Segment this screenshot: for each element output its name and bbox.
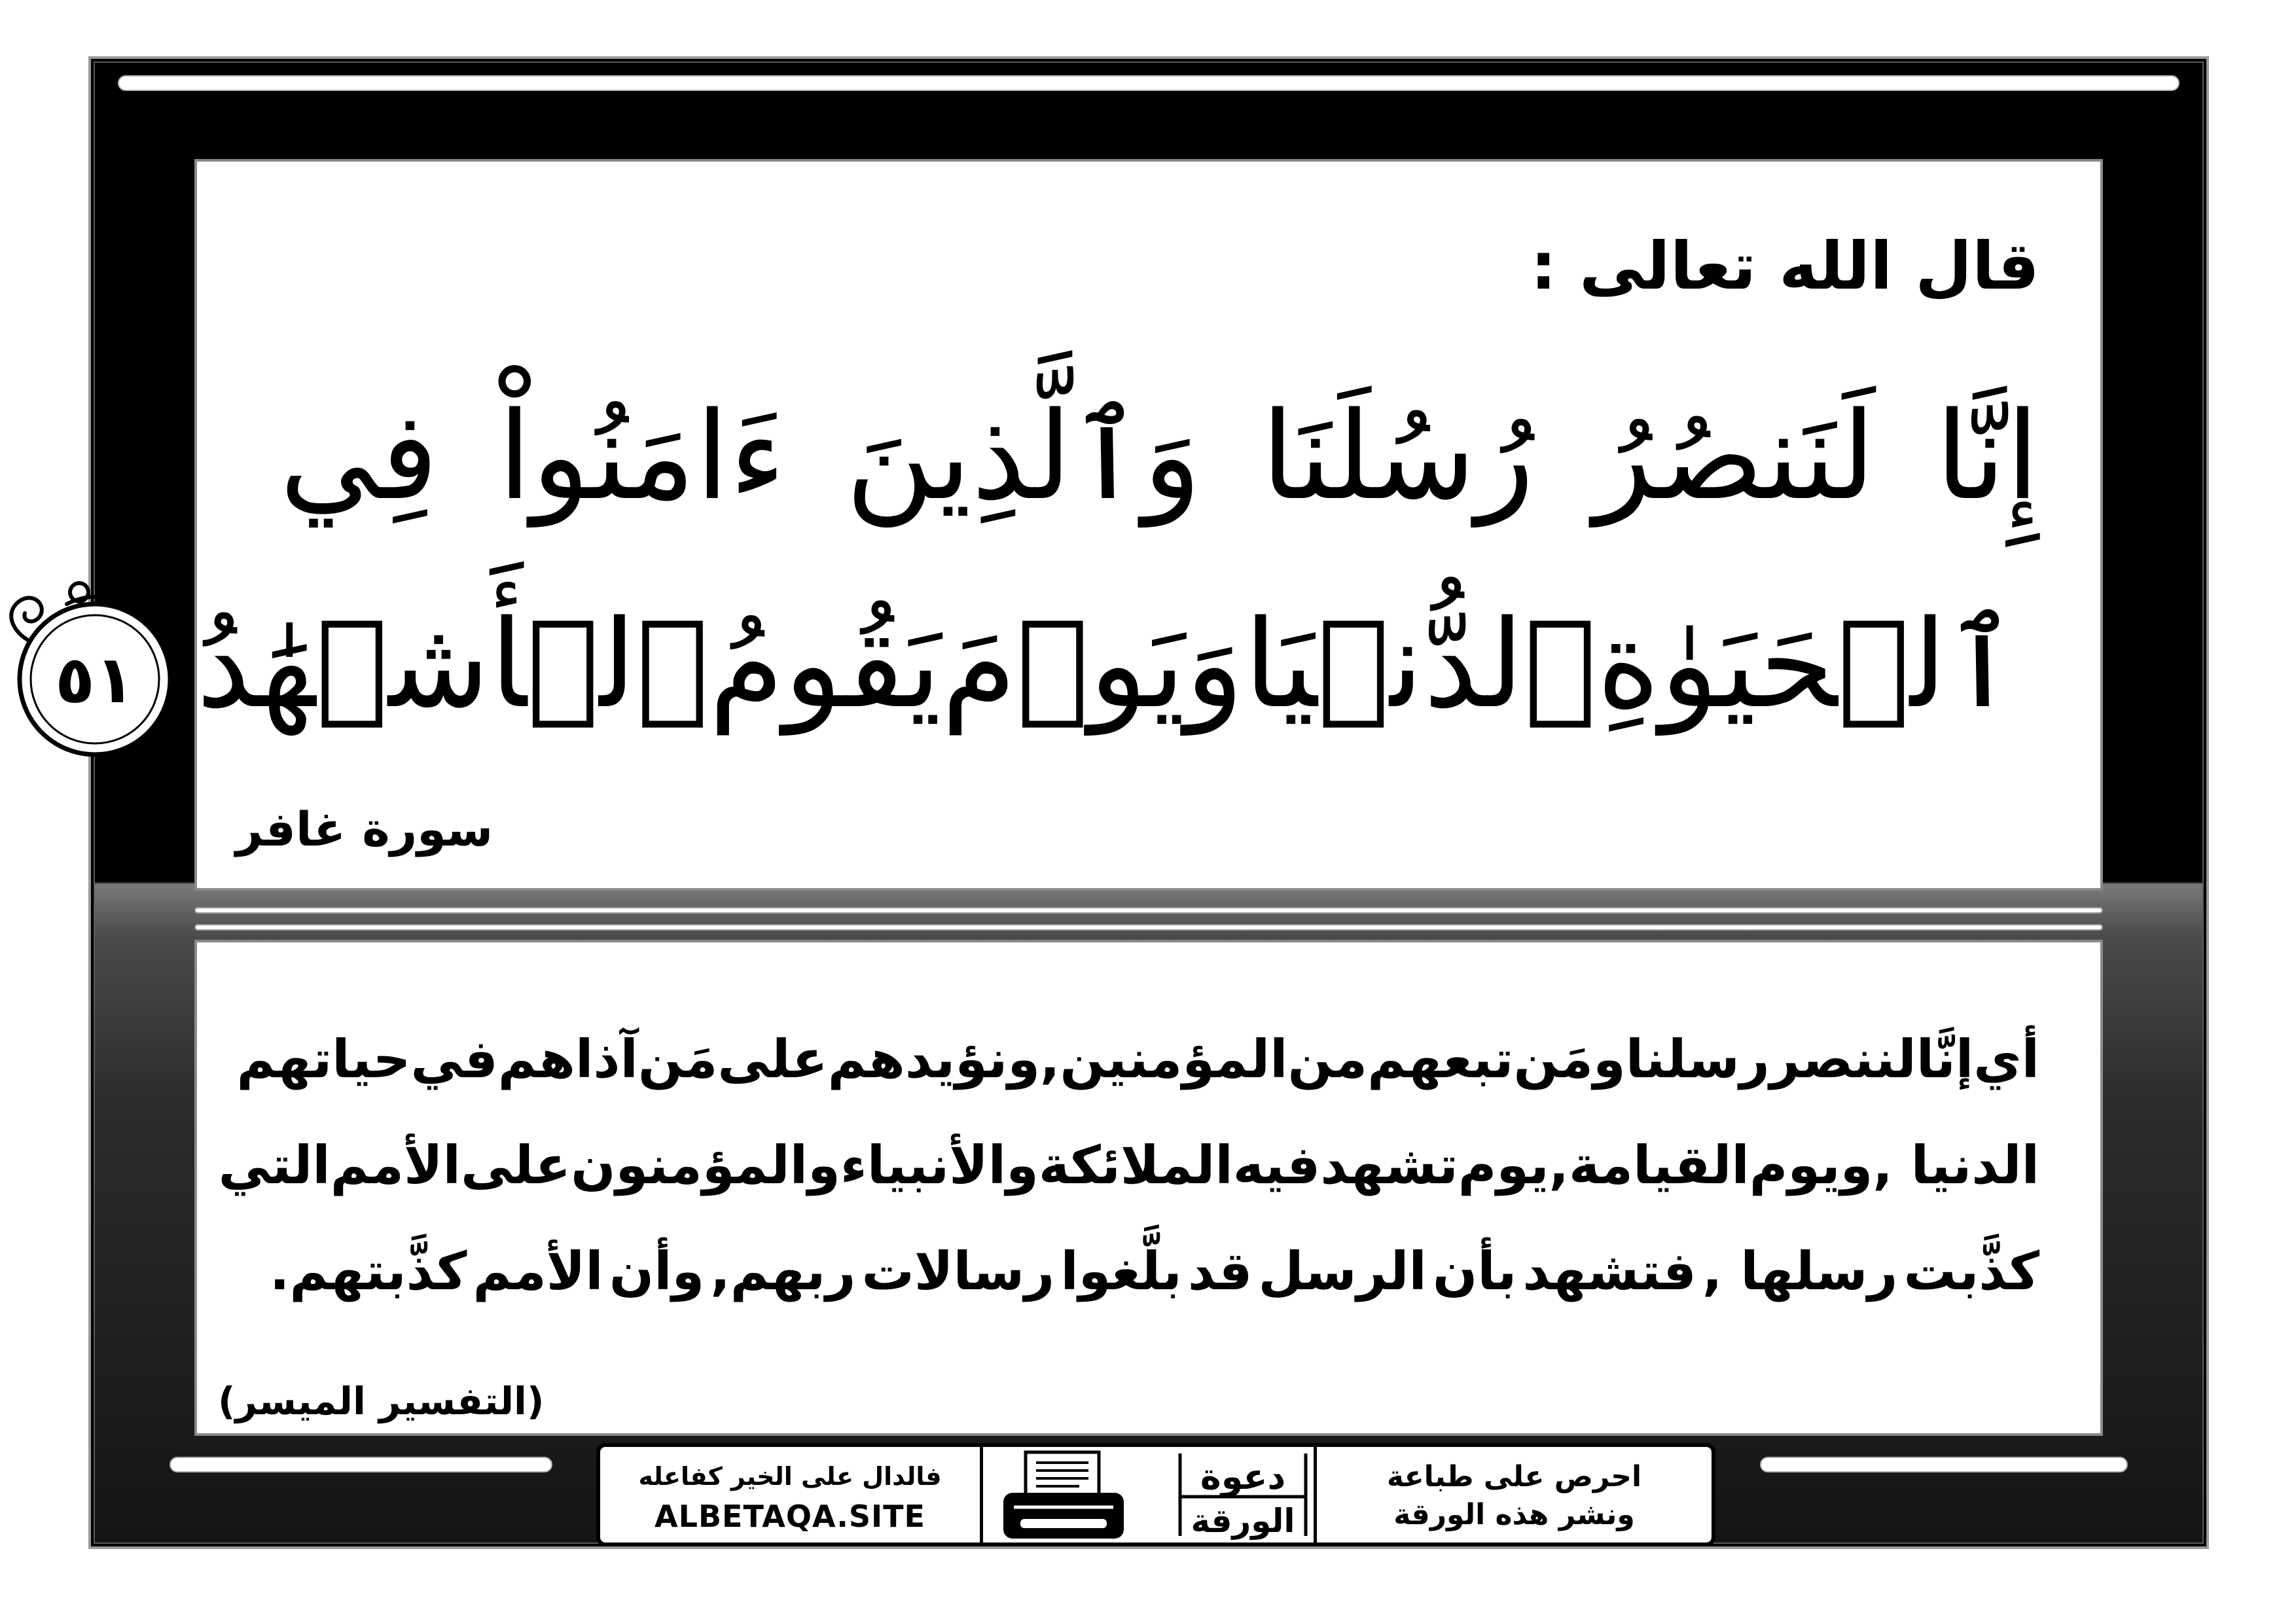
tafsir-word: والأنبياء — [840, 1135, 1039, 1196]
tafsir-word: آذاهم — [497, 1029, 638, 1090]
tafsir-word: الأمم — [473, 1241, 603, 1302]
tafsir-word: كذَّبتهم. — [270, 1241, 467, 1302]
tafsir-word: من — [1287, 1029, 1368, 1090]
verse-word: وَٱلَّذِينَ — [845, 385, 1202, 527]
verse-word: ٱلۡأَشۡهَٰدُ — [196, 594, 709, 735]
tafsir-word: الرسل — [1258, 1241, 1427, 1302]
verse-word: ٱلدُّنۡيَا — [1244, 594, 1597, 735]
tafsir-word: القيامة, — [1549, 1135, 1749, 1196]
tafsir-word: ويوم — [1749, 1135, 1873, 1196]
tafsir-word: والمؤمنون — [571, 1135, 840, 1196]
tafsir-word: بلَّغوا — [1060, 1241, 1182, 1302]
tafsir-word: بأن — [1432, 1241, 1517, 1302]
verse-word: ءَامَنُواْ — [497, 385, 786, 527]
separator-line-upper — [194, 907, 2103, 914]
verse-word: وَيَوۡمَ — [941, 594, 1244, 735]
tafsir-word: فتشهد — [1522, 1241, 1696, 1302]
tafsir-word: رسلنا — [1625, 1029, 1770, 1090]
logo-text-top: دعوة — [1200, 1456, 1286, 1497]
separator-line-lower — [194, 924, 2103, 931]
verse-word: ٱلۡحَيَوٰةِ — [1596, 594, 2018, 735]
tafsir-word: رسلها , — [1702, 1241, 1898, 1302]
tafsir-word: في — [410, 1029, 498, 1090]
tafsir-word: لننصر — [1769, 1029, 1916, 1090]
website-label: ALBETAQA.SITE — [655, 1499, 925, 1534]
verse-word: رُسُلَنَا — [1261, 385, 1535, 527]
tafsir-word: على — [460, 1135, 571, 1196]
tafsir-line-1 — [236, 1007, 2039, 1113]
tafsir-source: (التفسير الميسر) — [218, 1379, 545, 1423]
verse-line-1 — [279, 358, 2039, 554]
tafsir-word: كذَّبت — [1903, 1241, 2039, 1302]
footer-saying: فالدال على الخير كفاعله — [638, 1462, 942, 1491]
tafsir-word: يوم — [1458, 1135, 1549, 1196]
tafsir-word: ونؤيدهم — [827, 1029, 1041, 1090]
tafsir-word: فيه — [1232, 1135, 1321, 1196]
bottom-bar-right — [1760, 1457, 2128, 1472]
tafsir-word: أي — [1973, 1029, 2039, 1090]
printer-tray — [1020, 1519, 1107, 1528]
footer-divider-left — [980, 1447, 983, 1543]
top-decorative-bar — [118, 75, 2179, 91]
verse-word: لَنَنصُرُ — [1594, 385, 1876, 527]
printer-body — [1003, 1493, 1124, 1539]
ayah-number-ornament — [0, 571, 196, 758]
tafsir-word: إنَّا — [1916, 1029, 1974, 1090]
tafsir-word: تبعهم — [1367, 1029, 1514, 1090]
footer-box — [596, 1443, 1715, 1546]
surah-name: سورة غافر — [236, 802, 493, 857]
verse-word: إِنَّا — [1935, 385, 2039, 527]
bottom-bar-left — [170, 1457, 552, 1472]
printer-icon — [1001, 1448, 1126, 1541]
ayah-number: ٥١ — [54, 641, 135, 718]
tafsir-word: وأن — [609, 1241, 705, 1302]
verse-word: يَقُومُ — [709, 594, 942, 735]
tafsir-word: تشهد — [1320, 1135, 1458, 1196]
verse-line-2 — [54, 566, 2018, 762]
tafsir-word: الأمم — [330, 1135, 461, 1196]
tafsir-word: قد — [1187, 1241, 1253, 1302]
printer-paper — [1026, 1452, 1099, 1499]
tafsir-line-3 — [270, 1219, 2039, 1325]
tafsir-line-2 — [218, 1113, 2039, 1219]
logo-text-bottom: الورقة — [1191, 1502, 1295, 1540]
tafsir-word: رسالات — [861, 1241, 1055, 1302]
verse-intro-heading: قال الله تعالى : — [1530, 228, 2039, 304]
tafsir-word: ربهم, — [710, 1241, 856, 1302]
tafsir-word: ومَن — [1513, 1029, 1626, 1090]
tafsir-word: المؤمنين, — [1040, 1029, 1288, 1090]
verse-word: فِي — [279, 385, 439, 527]
tafsir-word: الدنيا , — [1873, 1135, 2039, 1196]
dawat-alwaraqa-logo — [1175, 1448, 1311, 1541]
tafsir-word: الملائكة — [1038, 1135, 1233, 1196]
tafsir-word: التي — [218, 1135, 331, 1196]
print-call-line-2: ونشر هذه الورقة — [1393, 1498, 1635, 1531]
print-call-line-1: احرص على طباعة — [1386, 1460, 1642, 1493]
tafsir-word: حياتهم — [236, 1029, 411, 1090]
ayah-ornament-icon — [0, 571, 196, 758]
tafsir-word: على — [717, 1029, 828, 1090]
tafsir-word: مَن — [637, 1029, 718, 1090]
tafsir-panel — [194, 940, 2103, 1436]
verse-panel — [54, 159, 2103, 891]
